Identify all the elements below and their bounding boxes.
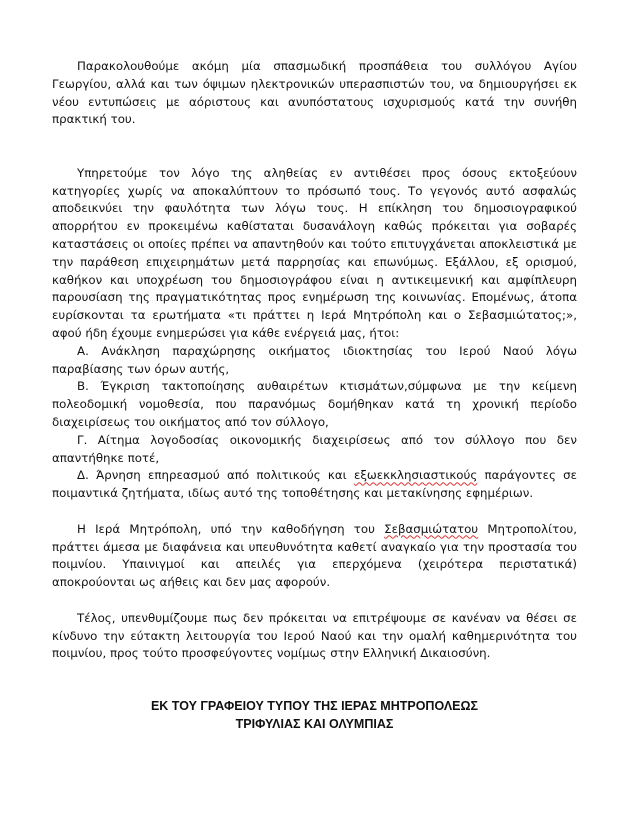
paragraph-truth: Υπηρετούμε τον λόγο της αληθείας εν αντιθέσει προς όσους εκτοξεύουν κατηγορίες χωρίς να αποκαλύπτουν το πρόσωπό τους. Το γεγονός αυτό ασφαλώς αποδεικνύει την φαυλότητα των λόγω τους. Η επίκληση του δημοσιογραφικού απορρήτου εν προκειμένω καθίσταται δυσανάλογη καθώς πρόκειται για σοβαρές καταστάσεις οι οποίες πρέπει να απαντηθούν και τούτο επιτυγχάνεται αποκλειστικά με την παράθεση επιχειρημάτων μετά παρρησίας και επωνύμως. Εξάλλου, εξ ορισμού, καθήκον και υποχρέωση του δημοσιογράφου είναι η αντικειμενική και αμφίπλευρη παρουσίαση της πραγματικότητας προς ενημέρωση της κοινωνίας. Επομένως, άτοπα ευρίσκονται τα ερωτήματα «τι πράττει η Ιερά Μητρόπολη και ο Σεβασμιώτατος;», αφού ήδη έχουμε ενημερώσει για κάθε ενέργειά μας, ήτοι: <box>52 165 577 340</box>
signature-line-1: ΕΚ ΤΟΥ ΓΡΑΦΕΙΟΥ ΤΥΠΟΥ ΤΗΣ ΙΕΡΑΣ ΜΗΤΡΟΠΟΛΕΩΣ <box>150 698 479 713</box>
list-item-d <box>52 467 577 503</box>
item-d-text-start: Δ. Άρνηση επηρεασμού από πολιτικούς και <box>77 468 354 483</box>
paragraph-closing: Τέλος, υπενθυμίζουμε πως δεν πρόκειται να επιτρέψουμε σε κανέναν να θέσει σε κίνδυνο την εύτακτη λειτουργία του Ιερού Ναού και την ομαλή καθημερινότητα του ποιμνίου, προς τούτο προσφεύγοντες νομίμως στην Ελληνική Δικαιοσύνη. <box>52 610 577 661</box>
spellcheck-word[interactable]: εξωεκκλησιαστικούς <box>353 468 478 483</box>
p3-text-end: Μητροπολίτου, πράττει άμεσα με διαφάνεια και υπευθυνότητα καθετί αναγκαίο για την προστασία του ποιμνίου. Υπαινιγμοί και απειλές για επερχόμενα (χειρότερα περιστατικά) αποκρούονται ως αήθεις και δεν μας αφορούν. <box>52 521 577 590</box>
document-page <box>52 58 577 733</box>
signature-block <box>52 697 577 733</box>
list-item-b: Β. Έγκριση τακτοποίησης αυθαιρέτων κτισμάτων,σύμφωνα με την κείμενη πολεοδομική νομοθεσία, που παρανόμως δομήθηκαν κατά τη χρονική περίοδο διαχειρίσεως του οικήματος από τον σύλλογο, <box>52 379 577 429</box>
spellcheck-word[interactable]: Σεβασμιώτατου <box>384 521 479 536</box>
p3-text-start: Η Ιερά Μητρόπολη, υπό την καθοδήγηση του <box>77 521 385 536</box>
list-item-c: Γ. Αίτημα λογοδοσίας οικονομικής διαχειρίσεως από τον σύλλογο που δεν απαντήθηκε ποτέ, <box>52 432 577 465</box>
list-item-a: Α. Ανάκληση παραχώρησης οικήματος ιδιοκτησίας του Ιερού Ναού λόγω παραβίασης των όρων αυτής, <box>52 343 577 376</box>
paragraph-metropolis <box>52 521 577 592</box>
paragraph-intro: Παρακολουθούμε ακόμη μία σπασμωδική προσπάθεια του συλλόγου Αγίου Γεωργίου, αλλά και των όψιμων ηλεκτρονικών υπερασπιστών του, να δημιουργήσει εκ νέου εντυπώσεις με αόριστους και ανυπόστατους ισχυρισμούς κατά την συνήθη πρακτική του. <box>52 59 577 127</box>
item-d-text-end: παράγοντες σε ποιμαντικά ζητήματα, ιδίως αυτό της τοποθέτησης και μετακίνησης εφημέριων. <box>52 468 577 501</box>
signature-line-2: ΤΡΙΦΥΛΙΑΣ ΚΑΙ ΟΛΥΜΠΙΑΣ <box>235 716 394 731</box>
